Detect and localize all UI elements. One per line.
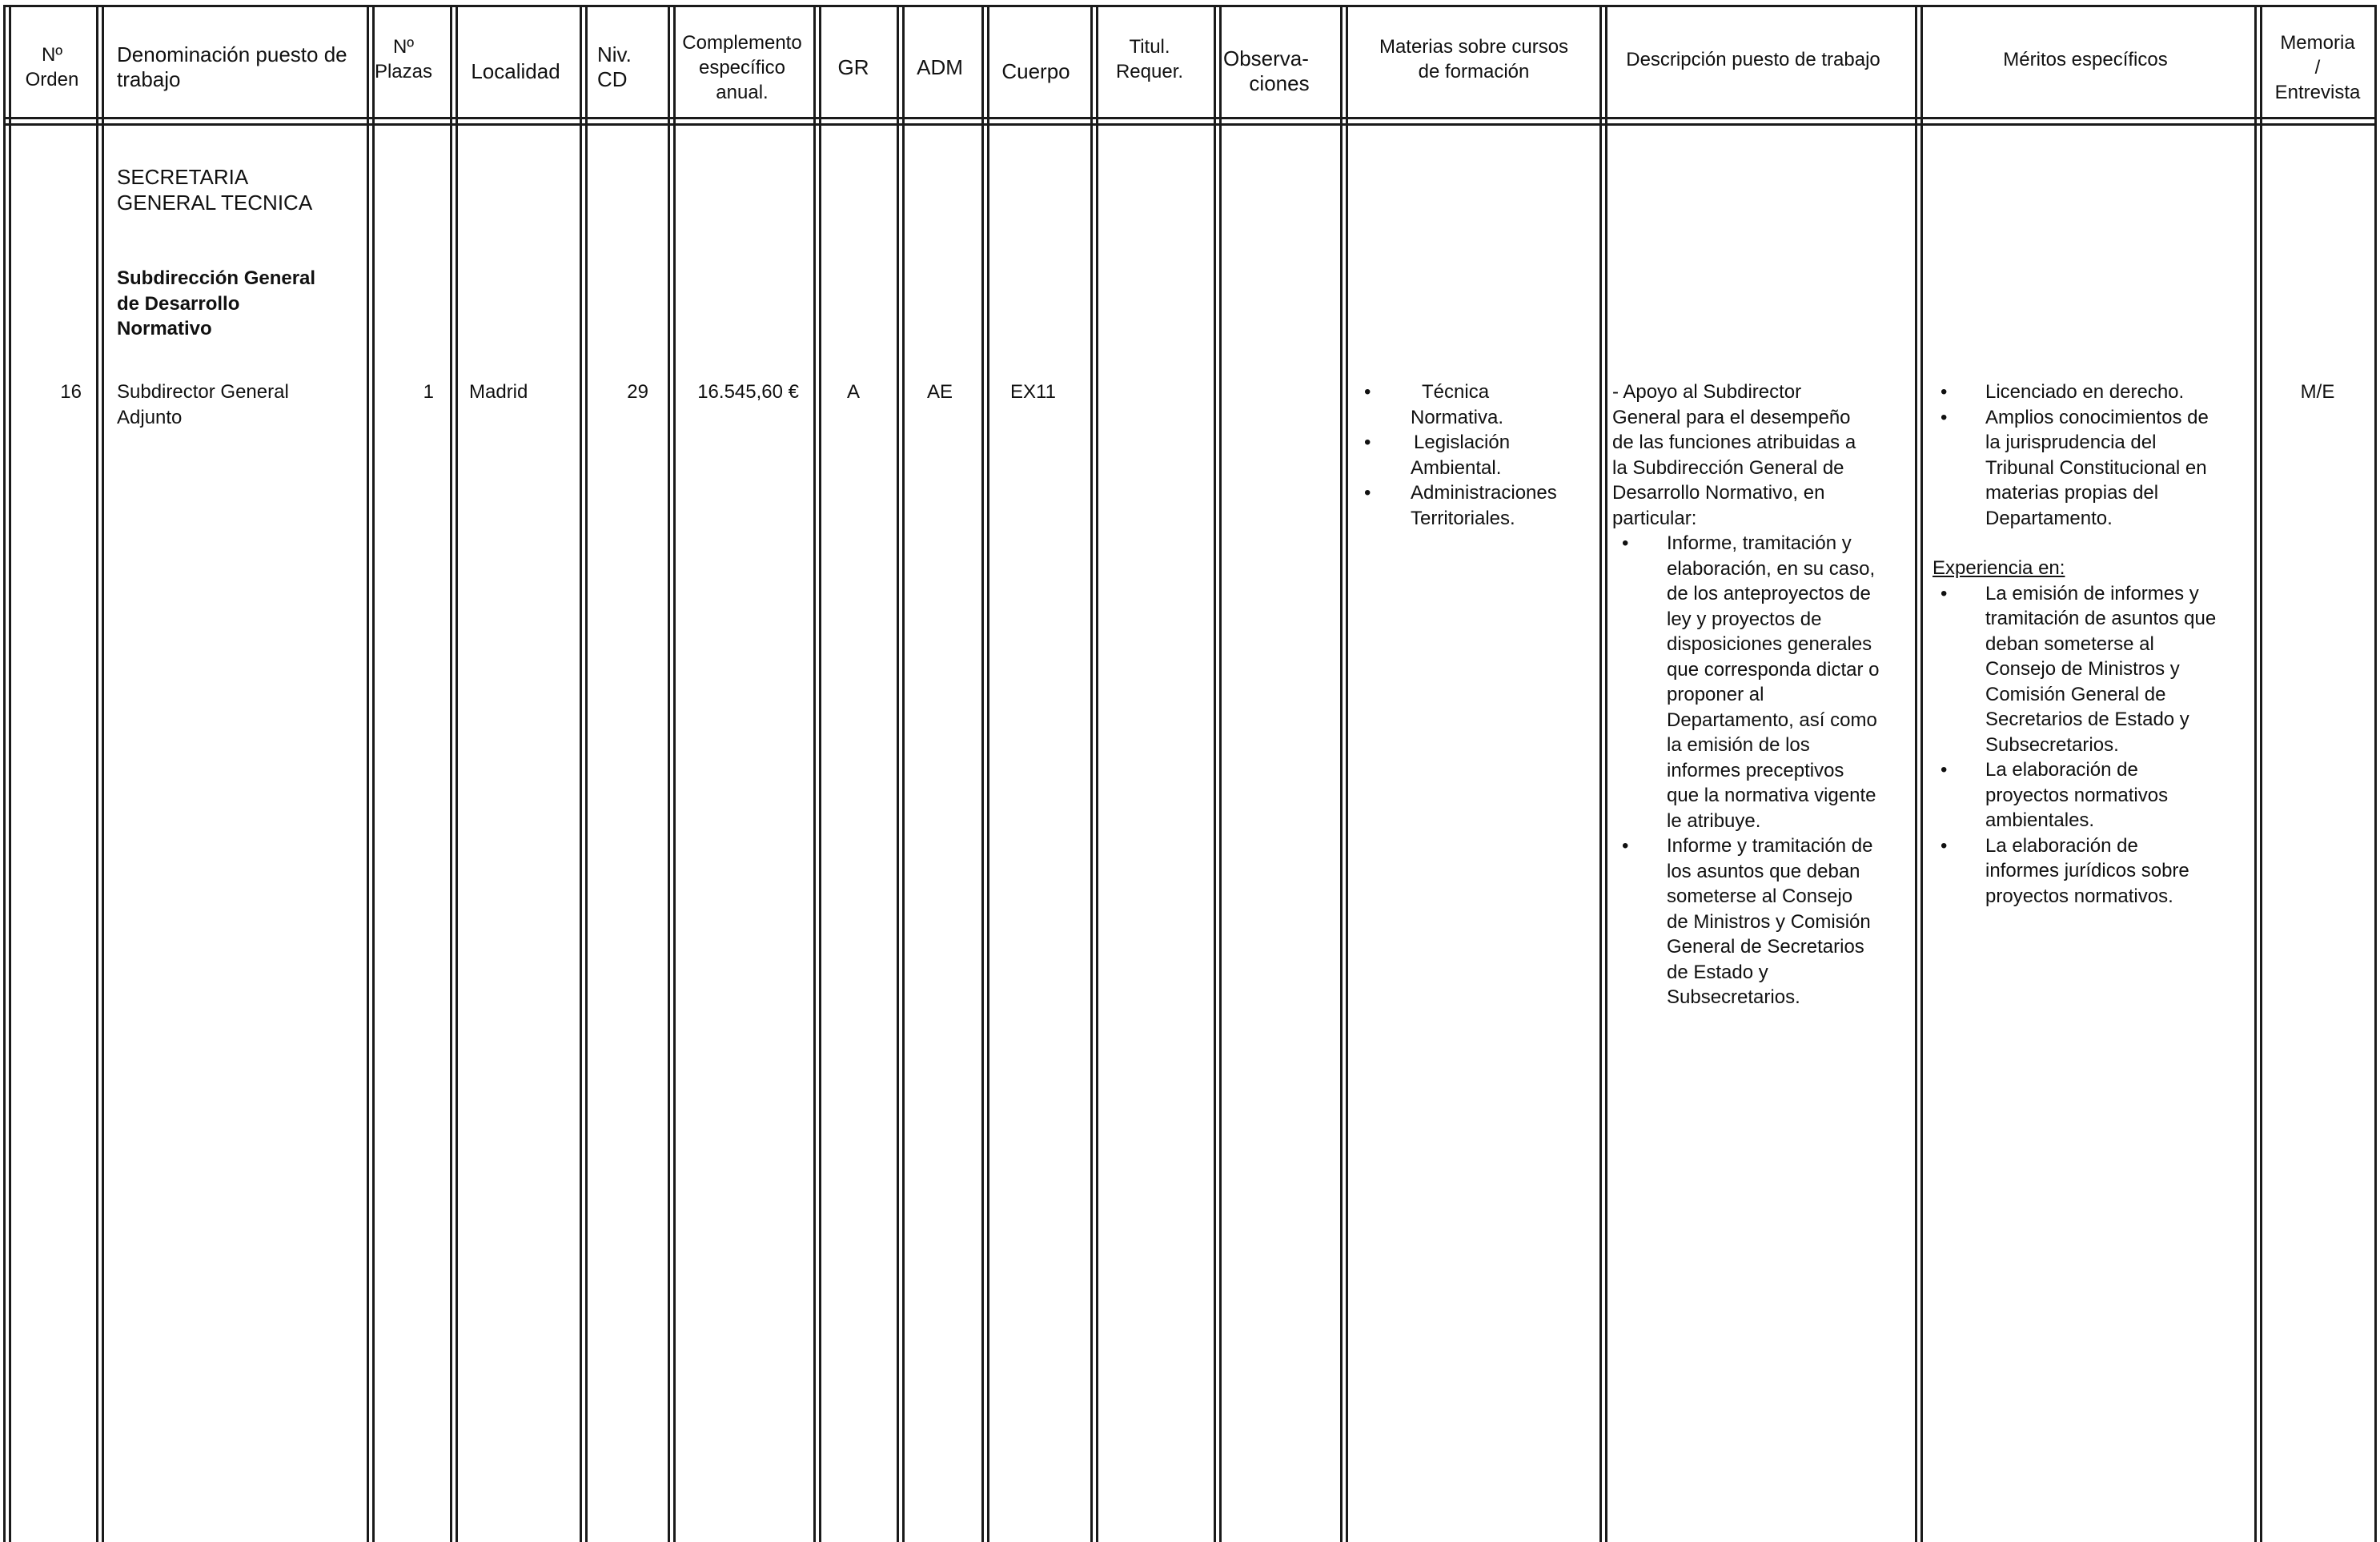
header-observaciones <box>1223 11 1335 131</box>
descripcion-item <box>1612 833 1908 1010</box>
header-plazas <box>370 11 437 107</box>
descripcion-item-1-line4: ley y proyectos de <box>1667 608 1822 630</box>
header-denominacion-line1: Denominación puesto de <box>117 42 347 66</box>
meritos-list <box>1931 379 2254 531</box>
experiencia-item-2-line3: ambientales. <box>1985 809 2095 831</box>
cell-denominacion-line1: Subdirector General <box>117 381 289 403</box>
header-cuerpo <box>986 11 1086 131</box>
header-descripcion-text: Descripción puesto de trabajo <box>1626 48 1880 70</box>
header-descripcion <box>1604 11 1902 107</box>
cell-orden-text: 16 <box>60 381 82 403</box>
materias-item-1-line2: Normativa. <box>1411 406 1504 428</box>
header-complemento-line2: específico <box>698 56 786 78</box>
cell-memoria-text: M/E <box>2300 381 2335 403</box>
grid-vline <box>1599 5 1602 1542</box>
materias-item-2-line2: Ambiental. <box>1411 456 1502 479</box>
cell-meritos <box>1932 379 2254 909</box>
grid-vline <box>1605 5 1607 1542</box>
header-orden-line1: Nº <box>41 44 63 66</box>
meritos-item <box>1931 379 2254 405</box>
subunit-heading-line3: Normativo <box>117 318 212 339</box>
grid-vline <box>1219 5 1222 1542</box>
grid-vline <box>1090 5 1093 1542</box>
grid-vline <box>1346 5 1348 1542</box>
header-nivel <box>597 11 661 123</box>
cell-gr <box>818 379 889 405</box>
materias-item <box>1355 430 1593 480</box>
header-plazas-line1: Nº <box>392 36 415 58</box>
cell-materias <box>1353 379 1593 531</box>
descripcion-item-2-line5: General de Secretarios <box>1667 936 1864 958</box>
descripcion-item-1-line8: Departamento, así como <box>1667 709 1877 731</box>
grid-vline <box>902 5 905 1542</box>
meritos-item <box>1931 405 2254 532</box>
header-materias <box>1351 11 1596 107</box>
header-meritos-text: Méritos específicos <box>2003 48 2168 70</box>
meritos-item-2-line1: • Amplios conocimientos de <box>1985 406 2209 428</box>
materias-item <box>1355 379 1593 430</box>
cell-nivel-text: 29 <box>627 381 648 403</box>
experiencia-item-1-line1: • La emisión de informes y <box>1985 582 2199 604</box>
header-denominacion <box>117 11 357 123</box>
descripcion-item-1-line9: la emisión de los <box>1667 734 1810 756</box>
descripcion-intro-line4: la Subdirección General de <box>1612 456 1844 479</box>
grid-hline <box>3 5 2377 7</box>
cell-adm-text: AE <box>926 381 953 403</box>
grid-vline <box>450 5 452 1542</box>
cell-complemento-text: 16.545,60 € <box>697 381 799 403</box>
grid-vline <box>1915 5 1917 1542</box>
subunit-heading-line2: de Desarrollo <box>117 292 240 315</box>
grid-vline <box>819 5 821 1542</box>
grid-vline <box>1340 5 1343 1542</box>
descripcion-intro-line1: - Apoyo al Subdirector <box>1612 381 1802 403</box>
header-materias-line1: Materias sobre cursos <box>1379 36 1569 58</box>
materias-list <box>1355 379 1593 531</box>
unit-heading <box>117 165 357 215</box>
materias-item-1-line1: • Técnica <box>1422 381 1490 403</box>
descripcion-item-1-line3: de los anteproyectos de <box>1667 583 1871 604</box>
experiencia-item <box>1931 581 2254 758</box>
experiencia-item-2-line2: proyectos normativos <box>1985 784 2169 806</box>
meritos-item-2-line3: Tribunal Constitucional en <box>1985 456 2207 479</box>
descripcion-item <box>1612 531 1908 833</box>
grid-vline <box>102 5 104 1542</box>
descripcion-item-1-line7: proponer al <box>1667 684 1764 705</box>
header-adm-text: ADM <box>917 54 963 79</box>
materias-item-3-line2: Territoriales. <box>1411 507 1515 529</box>
header-observaciones-line1: Observa- <box>1223 46 1309 70</box>
cell-gr-text: A <box>846 381 860 403</box>
header-nivel-line1: Niv. <box>597 42 632 66</box>
header-gr <box>818 11 889 123</box>
descripcion-item-1-line5: disposiciones generales <box>1667 633 1872 655</box>
header-titul-line2: Requer. <box>1115 61 1184 82</box>
experiencia-item-1-line4: Consejo de Ministros y <box>1985 658 2180 680</box>
header-plazas-line2: Plazas <box>374 61 433 82</box>
header-localidad-text: Localidad <box>471 58 560 83</box>
header-memoria <box>2259 11 2376 123</box>
header-titul-line1: Titul. <box>1129 36 1170 58</box>
cell-orden <box>16 379 82 405</box>
cell-adm <box>901 379 978 405</box>
header-titul <box>1095 11 1204 107</box>
experiencia-label: Experiencia en: <box>1932 557 2065 579</box>
header-complemento-line3: anual. <box>716 81 769 103</box>
grid-vline <box>96 5 98 1542</box>
header-localidad <box>456 11 575 131</box>
grid-vline <box>673 5 676 1542</box>
descripcion-item-2-line1: • Informe y tramitación de <box>1667 835 1873 857</box>
grid-vline <box>2254 5 2257 1542</box>
header-complemento-line1: Complemento <box>682 31 802 54</box>
cell-cuerpo <box>1010 379 1086 405</box>
experiencia-item <box>1931 757 2254 833</box>
grid-vline <box>668 5 670 1542</box>
cell-localidad <box>469 379 581 405</box>
descripcion-item-2-line7: Subsecretarios. <box>1667 986 1800 1008</box>
experiencia-list <box>1931 581 2254 910</box>
subunit-heading <box>117 266 357 342</box>
descripcion-intro-line5: Desarrollo Normativo, en <box>1612 482 1825 504</box>
grid-vline <box>987 5 989 1542</box>
grid-vline <box>981 5 984 1542</box>
header-cuerpo-text: Cuerpo <box>1001 58 1070 83</box>
header-orden-line2: Orden <box>25 69 79 90</box>
spacer <box>1932 531 2254 556</box>
descripcion-item-1-line2: elaboración, en su caso, <box>1667 557 1876 580</box>
grid-vline <box>2374 5 2377 1542</box>
unit-heading-line1: SECRETARIA <box>117 165 249 189</box>
header-materias-line2: de formación <box>1418 61 1530 82</box>
header-memoria-line2: / <box>2314 56 2321 78</box>
grid-hline <box>3 123 2377 126</box>
header-memoria-line3: Entrevista <box>2274 81 2361 103</box>
cell-denominacion-line2: Adjunto <box>117 406 183 428</box>
cell-nivel <box>597 379 648 405</box>
header-orden <box>8 11 96 123</box>
meritos-item-2-line4: materias propias del <box>1985 482 2159 504</box>
cell-plazas-text: 1 <box>423 381 434 403</box>
descripcion-intro-line3: de las funciones atribuidas a <box>1612 432 1856 453</box>
grid-vline <box>367 5 369 1542</box>
header-adm <box>901 11 978 123</box>
header-nivel-line2: CD <box>597 67 628 91</box>
experiencia-item-3-line3: proyectos normativos. <box>1985 885 2173 907</box>
header-observaciones-line2: ciones <box>1249 71 1310 95</box>
materias-item <box>1355 480 1593 531</box>
descripcion-intro-line6: particular: <box>1612 507 1697 529</box>
cell-cuerpo-text: EX11 <box>1010 381 1056 403</box>
descripcion-item-1-line1: • Informe, tramitación y <box>1667 532 1852 554</box>
meritos-item-2-line5: Departamento. <box>1985 507 2113 529</box>
grid-vline <box>2260 5 2262 1542</box>
meritos-item-2-line2: la jurisprudencia del <box>1985 432 2157 453</box>
grid-vline <box>3 5 6 1542</box>
grid-vline <box>456 5 458 1542</box>
experiencia-item-2-line1: • La elaboración de <box>1985 759 2138 781</box>
cell-localidad-text: Madrid <box>469 381 528 403</box>
experiencia-item-3-line2: informes jurídicos sobre <box>1985 860 2189 881</box>
descripcion-item-1-line6: que corresponda dictar o <box>1667 658 1880 681</box>
subunit-heading-line1: Subdirección General <box>117 267 316 289</box>
grid-hline <box>3 117 2377 119</box>
header-meritos <box>1921 11 2250 107</box>
grid-vline <box>1920 5 1923 1542</box>
experiencia-item-1-line6: Secretarios de Estado y <box>1985 709 2189 730</box>
descripcion-item-2-line2: los asuntos que deban <box>1667 860 1860 882</box>
descripcion-item-2-line6: de Estado y <box>1667 961 1768 983</box>
experiencia-item-1-line7: Subsecretarios. <box>1985 733 2119 756</box>
header-memoria-line1: Memoria <box>2280 31 2355 54</box>
descripcion-list <box>1612 531 1908 1010</box>
unit-heading-line2: GENERAL TECNICA <box>117 190 313 215</box>
meritos-item-1-line1: • Licenciado en derecho. <box>1985 381 2185 403</box>
cell-complemento <box>672 379 799 405</box>
experiencia-item-1-line3: deban someterse al <box>1985 632 2154 655</box>
grid-vline <box>1096 5 1098 1542</box>
materias-item-2-line1: • Legislación <box>1414 432 1511 453</box>
descripcion-item-2-line3: someterse al Consejo <box>1667 885 1853 907</box>
grid-vline <box>813 5 816 1542</box>
experiencia-item-1-line5: Comisión General de <box>1985 683 2166 705</box>
experiencia-item <box>1931 833 2254 910</box>
descripcion-item-1-line12: le atribuye. <box>1667 809 1761 832</box>
header-denominacion-line2: trabajo <box>117 67 181 91</box>
cell-plazas <box>376 379 434 405</box>
header-gr-text: GR <box>837 54 869 79</box>
descripcion-intro-line2: General para el desempeño <box>1612 406 1851 428</box>
experiencia-item-1-line2: tramitación de asuntos que <box>1985 608 2217 629</box>
materias-item-3-line1: • Administraciones <box>1411 482 1557 504</box>
cell-denominacion <box>117 379 357 430</box>
cell-descripcion <box>1612 379 1908 1010</box>
grid-vline <box>9 5 11 1542</box>
experiencia-item-3-line1: • La elaboración de <box>1985 834 2138 857</box>
descripcion-item-1-line10: informes preceptivos <box>1667 759 1844 781</box>
descripcion-item-2-line4: de Ministros y Comisión <box>1667 910 1871 933</box>
descripcion-item-1-line11: que la normativa vigente <box>1667 785 1876 806</box>
grid-vline <box>372 5 375 1542</box>
grid-vline <box>897 5 899 1542</box>
grid-vline <box>585 5 588 1542</box>
grid-vline <box>1214 5 1216 1542</box>
cell-memoria <box>2259 379 2376 405</box>
header-complemento <box>671 11 813 123</box>
grid-vline <box>580 5 582 1542</box>
